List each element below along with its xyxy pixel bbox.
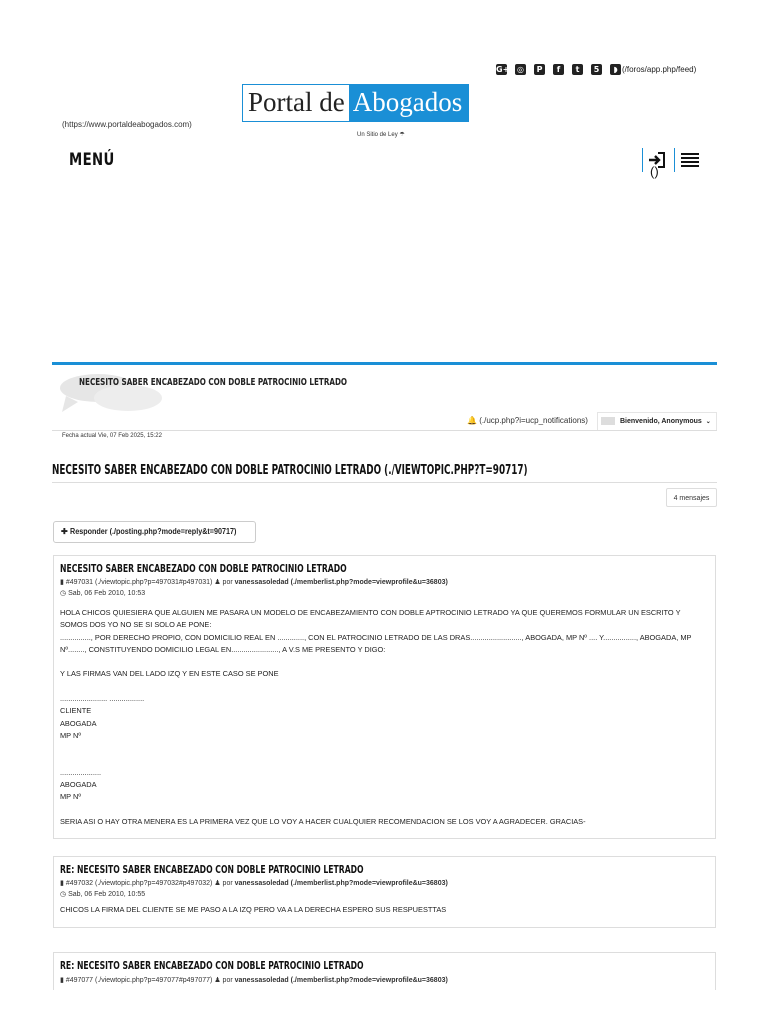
post-body-line: MP Nº (60, 730, 82, 740)
clock-icon: ◷ (60, 891, 67, 898)
plus-icon: ✚ (61, 527, 68, 536)
post-body-line: SERIA ASI O HAY OTRA MENERA ES LA PRIMERA VEZ QUE LO VOY A HACER CUALQUIER RECOMENDACION SE LOS VOY A AGRADECER. GRACIAS- (60, 817, 586, 827)
divider (52, 482, 717, 483)
post-count-badge: 4 mensajes (666, 488, 717, 507)
post-date (60, 589, 715, 597)
post-meta (60, 578, 715, 586)
post-author-link[interactable]: vanessasoledad (./memberlist.php?mode=viewprofile&u=36803) (234, 579, 448, 586)
current-date: Fecha actual Vie, 07 Feb 2025, 15:22 (62, 433, 162, 439)
logo-text-portal: Portal de (243, 85, 349, 121)
post-title[interactable]: RE: NECESITO SABER ENCABEZADO CON DOBLE PATROCINIO LETRADO (60, 863, 364, 876)
user-icon: ♟ (214, 880, 221, 887)
post-date (60, 890, 715, 898)
post-title[interactable]: NECESITO SABER ENCABEZADO CON DOBLE PATROCINIO LETRADO (60, 562, 347, 575)
divider (674, 148, 675, 172)
clock-icon: ◷ (60, 590, 67, 597)
post-author-link[interactable]: vanessasoledad (./memberlist.php?mode=viewprofile&u=36803) (234, 880, 448, 887)
twitter-icon[interactable]: t (572, 64, 583, 75)
site-logo[interactable] (242, 84, 469, 122)
github-icon[interactable]: ◎ (515, 64, 526, 75)
post-body-line: ABOGADA (60, 780, 97, 790)
rss-feed-icon[interactable]: ◗ (610, 64, 621, 75)
post-body-line: ....................... ................. (60, 694, 145, 704)
post-id-link[interactable]: #497077 (./viewtopic.php?p=497077#p497077) (65, 977, 213, 984)
notifications-label: (./ucp.php?i=ucp_notifications) (479, 416, 588, 425)
post-body-line (60, 681, 707, 693)
header-nav-icons (640, 146, 700, 182)
menu-button[interactable]: MENÚ (69, 150, 115, 170)
by-label: por (222, 579, 233, 586)
post-body (60, 904, 707, 916)
post-meta (60, 976, 715, 984)
post-body-line: CLIENTE (60, 706, 92, 716)
post-body-line: .................... (60, 767, 102, 777)
post-body-line (60, 755, 707, 767)
post (53, 856, 716, 928)
post (53, 952, 716, 990)
bookmark-icon: ▮ (60, 579, 64, 586)
site-tagline: Un Sitio de Ley ☂ (357, 132, 405, 138)
post-body-line: CHICOS LA FIRMA DEL CLIENTE SE ME PASO A LA IZQ PERO VA A LA DERECHA ESPERO SUS RESPUESTTAS (60, 905, 447, 914)
feed-link[interactable]: (/foros/app.php/feed) (622, 64, 697, 74)
post-body (60, 607, 707, 828)
divider (642, 148, 643, 172)
post-body-line: ABOGADA (60, 718, 97, 728)
post-id-link[interactable]: #497032 (./viewtopic.php?p=497032#p497032) (65, 880, 213, 887)
html5-icon[interactable]: 5 (591, 64, 602, 75)
reply-button-label: Responder (./posting.php?mode=reply&t=90717) (69, 527, 237, 536)
bookmark-icon: ▮ (60, 977, 64, 984)
post-body-line: Y LAS FIRMAS VAN DEL LADO IZQ Y EN ESTE CASO SE PONE (60, 669, 279, 679)
avatar (601, 417, 615, 425)
user-icon: ♟ (214, 977, 221, 984)
post-body-line: HOLA CHICOS QUIESIERA QUE ALGUIEN ME PASARA UN MODELO DE ENCABEZAMIENTO CON DOBLE APTROCINIO LETRADO YA QUE QUEREMOS FORMULAR UN ESCRITO Y SOMOS DOS YO NO SE SI SOLO AE PONE: (60, 608, 683, 630)
user-bar (52, 412, 717, 431)
by-label: por (222, 880, 233, 887)
login-link-text[interactable]: () (650, 164, 659, 179)
post-date-text: Sab, 06 Feb 2010, 10:55 (68, 891, 146, 898)
post-body-line: ..............., POR DERECHO PROPIO, CON DOMICILIO REAL EN ............., CON EL PATROCINIO LETRADO DE LAS DRAS........................., ABOGADA, MP Nº .... Y................, ABOGADA, MP Nº........, CONSTITUYENDO DOMICILIO LEGAL EN......................., A V.S ME PRESENTO Y DIGO: (60, 632, 694, 654)
social-links (496, 62, 696, 76)
google-plus-icon[interactable]: G+ (496, 64, 510, 74)
bookmark-icon: ▮ (60, 880, 64, 887)
post-meta (60, 879, 715, 887)
welcome-text: Bienvenido, Anonymous (620, 418, 702, 425)
post-id-link[interactable]: #497031 (./viewtopic.php?p=497031#p497031) (65, 579, 213, 586)
user-icon: ♟ (214, 579, 221, 586)
notifications-link[interactable] (467, 416, 588, 425)
topic-title-link[interactable]: NECESITO SABER ENCABEZADO CON DOBLE PATROCINIO LETRADO (./VIEWTOPIC.PHP?T=90717) (52, 463, 528, 478)
post-body-line: MP Nº (60, 792, 82, 802)
post-title[interactable]: RE: NECESITO SABER ENCABEZADO CON DOBLE PATROCINIO LETRADO (60, 959, 364, 972)
by-label: por (222, 977, 233, 984)
post-body-line (60, 656, 707, 668)
facebook-icon[interactable]: f (553, 64, 564, 75)
post-body-line (60, 742, 707, 754)
home-url-link[interactable]: (https://www.portaldeabogados.com) (62, 120, 192, 129)
forum-topic-band-title[interactable]: NECESITO SABER ENCABEZADO CON DOBLE PATROCINIO LETRADO (79, 377, 348, 388)
logo-text-abogados: Abogados (349, 85, 469, 121)
reply-button[interactable] (53, 521, 256, 543)
user-menu[interactable] (597, 412, 717, 430)
pinterest-icon[interactable]: P (534, 64, 545, 75)
post (53, 555, 716, 839)
post-author-link[interactable]: vanessasoledad (./memberlist.php?mode=viewprofile&u=36803) (234, 977, 448, 984)
bell-icon: 🔔 (467, 416, 477, 425)
chevron-down-icon: ⌄ (705, 419, 711, 425)
band-accent-line (52, 362, 717, 365)
hamburger-icon[interactable] (680, 153, 700, 167)
post-body-line (60, 804, 707, 816)
post-date-text: Sab, 06 Feb 2010, 10:53 (68, 590, 146, 597)
